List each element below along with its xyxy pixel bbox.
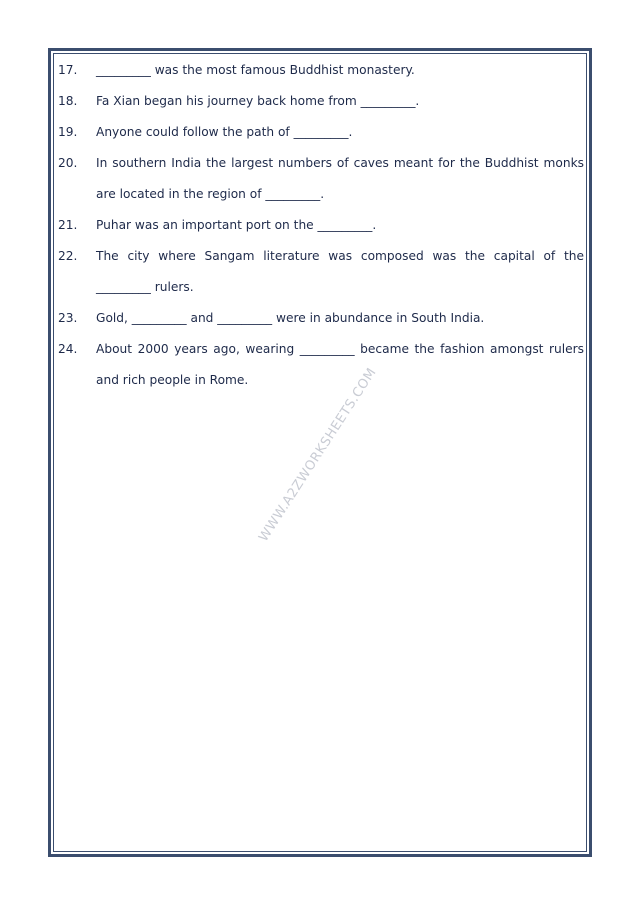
question-text: Puhar was an important port on the _________. <box>96 218 377 232</box>
question-text: Fa Xian began his journey back home from _________. <box>96 94 420 108</box>
question-item <box>58 210 584 241</box>
question-item <box>58 334 584 396</box>
question-text: _________ was the most famous Buddhist monastery. <box>96 63 415 77</box>
question-number: 20. <box>58 156 78 170</box>
question-text: The city where Sangam literature was composed was the capital of the _________ rulers. <box>96 249 584 294</box>
question-text: Gold, _________ and _________ were in abundance in South India. <box>96 311 485 325</box>
question-number: 23. <box>58 311 78 325</box>
question-item <box>58 55 584 86</box>
question-number: 18. <box>58 94 78 108</box>
question-text: Anyone could follow the path of _________. <box>96 125 353 139</box>
question-item <box>58 303 584 334</box>
question-item <box>58 148 584 210</box>
question-number: 17. <box>58 63 78 77</box>
question-number: 22. <box>58 249 78 263</box>
question-text: In southern India the largest numbers of caves meant for the Buddhist monks are located in the region of _________. <box>96 156 584 201</box>
watermark: WWW.A2ZWORKSHEETS.COM <box>256 365 380 545</box>
question-number: 24. <box>58 342 78 356</box>
question-list <box>58 55 584 396</box>
question-item <box>58 117 584 148</box>
question-text: About 2000 years ago, wearing _________ became the fashion amongst rulers and rich people in Rome. <box>96 342 584 387</box>
question-item <box>58 86 584 117</box>
question-item <box>58 241 584 303</box>
question-number: 19. <box>58 125 78 139</box>
question-number: 21. <box>58 218 78 232</box>
